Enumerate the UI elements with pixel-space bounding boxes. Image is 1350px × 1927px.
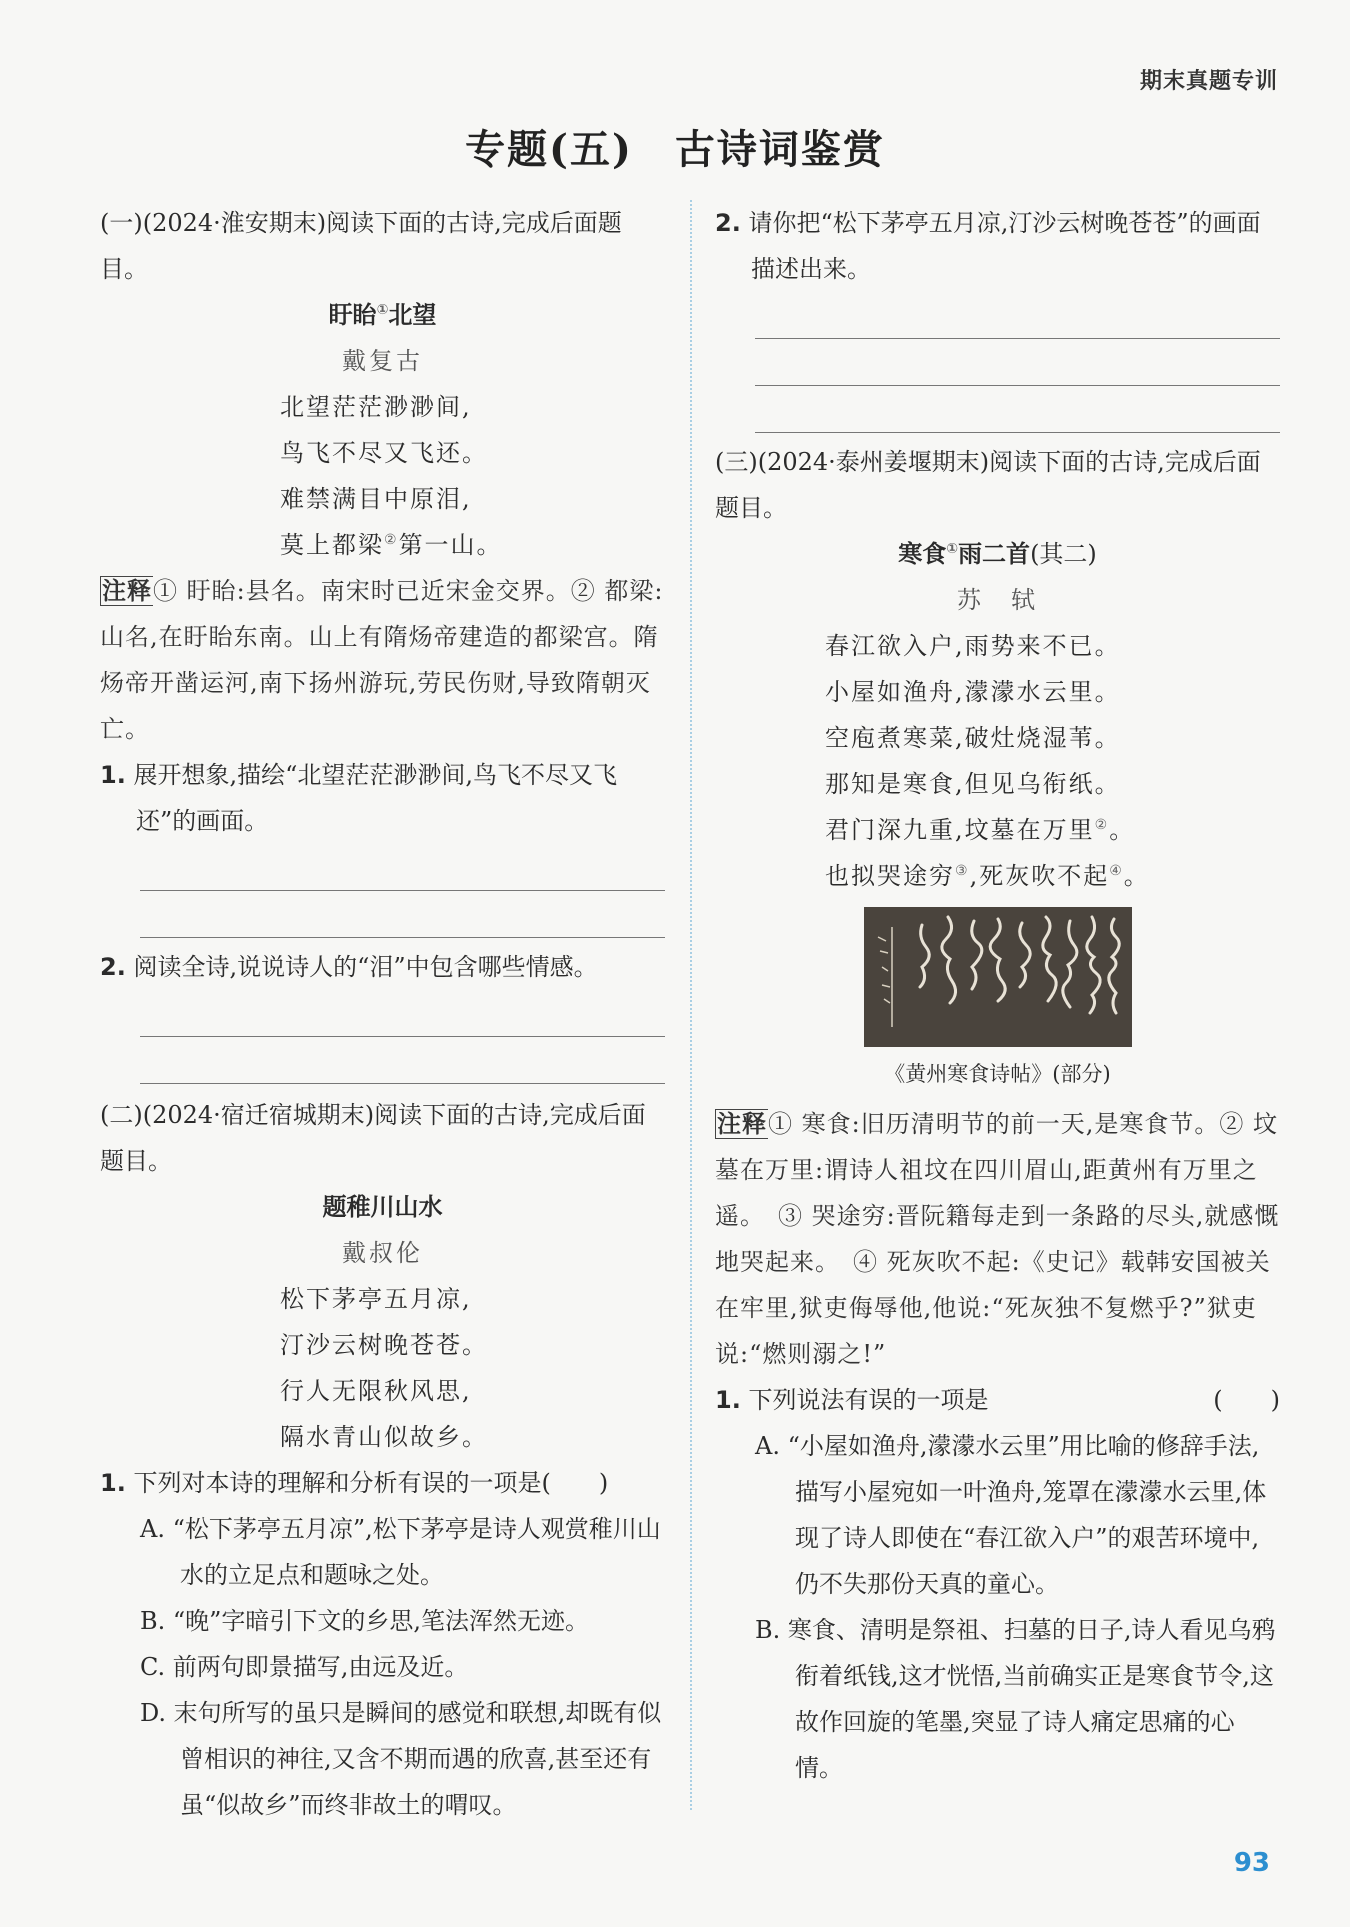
question-text: 下列对本诗的理解和分析有误的一项是( ) (133, 1469, 609, 1497)
poem-1-author: 戴复古 (342, 347, 423, 375)
poem-line: 松下茅亭五月凉, (280, 1285, 472, 1313)
section-3-intro: (三)(2024·泰州姜堰期末)阅读下面的古诗,完成后面题目。 (715, 448, 1261, 522)
note-tag: 注释 (717, 1110, 767, 1138)
poem-3-title (715, 531, 1280, 577)
question-text: 展开想象,描绘“北望茫茫渺渺间,鸟飞不尽又飞还”的画面。 (133, 761, 617, 835)
poem-line: 难禁满目中原泪, (280, 485, 472, 513)
poem-line: 小屋如渔舟,濛濛水云里。 (825, 678, 1121, 706)
poem-3-title-part: 雨二首 (958, 540, 1031, 568)
footnote-mark: ① (376, 302, 389, 318)
poem-1-title (100, 292, 665, 338)
poem-line-part: 也拟哭途穷 (825, 862, 955, 890)
question-text: 下列说法有误的一项是 (748, 1386, 989, 1414)
image-caption: 《黄州寒食诗帖》(部分) (884, 1062, 1111, 1086)
poem-line: 北望茫茫渺渺间, (280, 393, 472, 421)
poem-3-subtitle: (其二) (1030, 540, 1097, 568)
poem-3-author: 苏 轼 (957, 586, 1038, 614)
answer-line[interactable] (140, 1037, 665, 1084)
section-2-question-2 (715, 200, 1280, 292)
poem-line-part: 。 (1123, 862, 1150, 890)
question-number: 1. (100, 761, 126, 789)
answer-line[interactable] (140, 990, 665, 1037)
note-tag: 注释 (102, 577, 152, 605)
poem-line: 空庖煮寒菜,破灶烧湿苇。 (825, 724, 1121, 752)
option-b[interactable]: B. “晚”字暗引下文的乡思,笔法浑然无迹。 (140, 1607, 590, 1635)
question-1 (100, 1460, 665, 1506)
poem-line-part: ,死灰吹不起 (969, 862, 1110, 890)
option-c[interactable]: C. 前两句即景描写,由远及近。 (140, 1653, 469, 1681)
page-title: 专题(五) 古诗词鉴赏 (465, 126, 885, 173)
option-d[interactable]: D. 末句所写的虽只是瞬间的感觉和联想,却既有似曾相识的神往,又含不期而遇的欣喜,甚至还有虽“似故乡”而终非故土的喟叹。 (140, 1699, 662, 1819)
poem-2-title: 题稚川山水 (322, 1193, 443, 1221)
poem-line (100, 522, 665, 568)
option-a[interactable]: A. “小屋如渔舟,濛濛水云里”用比喻的修辞手法,描写小屋宛如一叶渔舟,笼罩在濛濛水云里,体现了诗人即使在“春江欲入户”的艰苦环境中,仍不失那份天真的童心。 (755, 1432, 1267, 1598)
header-tag: 期末真题专训 (1139, 69, 1278, 94)
poem-line-part: 。 (1109, 816, 1136, 844)
footnote-mark: ① (946, 541, 959, 557)
question-number: 1. (100, 1469, 126, 1497)
question-number: 1. (715, 1386, 741, 1414)
answer-line[interactable] (140, 891, 665, 938)
footnote-mark: ② (384, 532, 399, 548)
question-number: 2. (100, 953, 126, 981)
section-3-notes (715, 1101, 1280, 1377)
option-b[interactable]: B. 寒食、清明是祭祖、扫墓的日子,诗人看见乌鸦衔着纸钱,这才恍悟,当前确实正是寒食节令,这故作回旋的笔墨,突显了诗人痛定思痛的心情。 (755, 1616, 1276, 1782)
answer-line[interactable] (140, 844, 665, 891)
question-text: 请你把“松下茅亭五月凉,汀沙云树晚苍苍”的画面描述出来。 (748, 209, 1261, 283)
poem-line: 那知是寒食,但见乌衔纸。 (825, 770, 1121, 798)
answer-line[interactable] (755, 386, 1280, 433)
poem-line (715, 807, 1280, 853)
answer-line[interactable] (755, 292, 1280, 339)
poem-line-part: 第一山。 (398, 531, 503, 559)
right-column (715, 200, 1280, 1791)
question-number: 2. (715, 209, 741, 237)
page-number: 93 (1233, 1848, 1270, 1878)
question-text: 阅读全诗,说说诗人的“泪”中包含哪些情感。 (133, 953, 598, 981)
section-2-intro: (二)(2024·宿迁宿城期末)阅读下面的古诗,完成后面题目。 (100, 1101, 646, 1175)
footnote-mark: ④ (1109, 863, 1124, 879)
question-1 (100, 752, 665, 844)
question-2 (100, 944, 665, 990)
option-a[interactable]: A. “松下茅亭五月凉”,松下茅亭是诗人观赏稚川山水的立足点和题咏之处。 (140, 1515, 661, 1589)
answer-bracket[interactable]: ( ) (1213, 1386, 1280, 1414)
footnote-mark: ③ (955, 863, 970, 879)
section-1-notes (100, 568, 665, 752)
section-1-intro: (一)(2024·淮安期末)阅读下面的古诗,完成后面题目。 (100, 209, 622, 283)
answer-line[interactable] (755, 339, 1280, 386)
calligraphy-image (864, 907, 1132, 1047)
poem-line (715, 853, 1280, 899)
left-column (100, 200, 665, 1828)
poem-2-author: 戴叔伦 (342, 1239, 423, 1267)
poem-line: 鸟飞不尽又飞还。 (280, 439, 488, 467)
poem-line: 隔水青山似故乡。 (280, 1423, 488, 1451)
calligraphy-strokes (864, 907, 1132, 1047)
poem-1-title-part: 盱眙 (328, 301, 377, 329)
poem-line-part: 莫上都梁 (280, 531, 384, 559)
footnote-mark: ② (1094, 817, 1110, 833)
column-divider (690, 200, 692, 1810)
poem-1-title-part: 北望 (388, 301, 437, 329)
poem-line: 汀沙云树晚苍苍。 (280, 1331, 488, 1359)
poem-line-part: 君门深九重,坟墓在万里 (825, 816, 1095, 844)
note-text: ① 寒食:旧历清明节的前一天,是寒食节。② 坟墓在万里:谓诗人祖坟在四川眉山,距黄州有万里之遥。 ③ 哭途穷:晋阮籍每走到一条路的尽头,就感慨地哭起来。 ④ 死灰吹不起:《史记》载韩安国被关在牢里,狱吏侮辱他,他说:“死灰独不复燃乎?”狱吏说:“燃则溺之!” (715, 1110, 1280, 1368)
question-1 (715, 1377, 1280, 1423)
poem-line: 行人无限秋风思, (280, 1377, 472, 1405)
note-text: ① 盱眙:县名。南宋时已近宋金交界。② 都梁:山名,在盱眙东南。山上有隋炀帝建造的都梁宫。隋炀帝开凿运河,南下扬州游玩,劳民伤财,导致隋朝灭亡。 (100, 577, 664, 743)
poem-3-title-part: 寒食 (898, 540, 947, 568)
poem-line: 春江欲入户,雨势来不已。 (825, 632, 1121, 660)
